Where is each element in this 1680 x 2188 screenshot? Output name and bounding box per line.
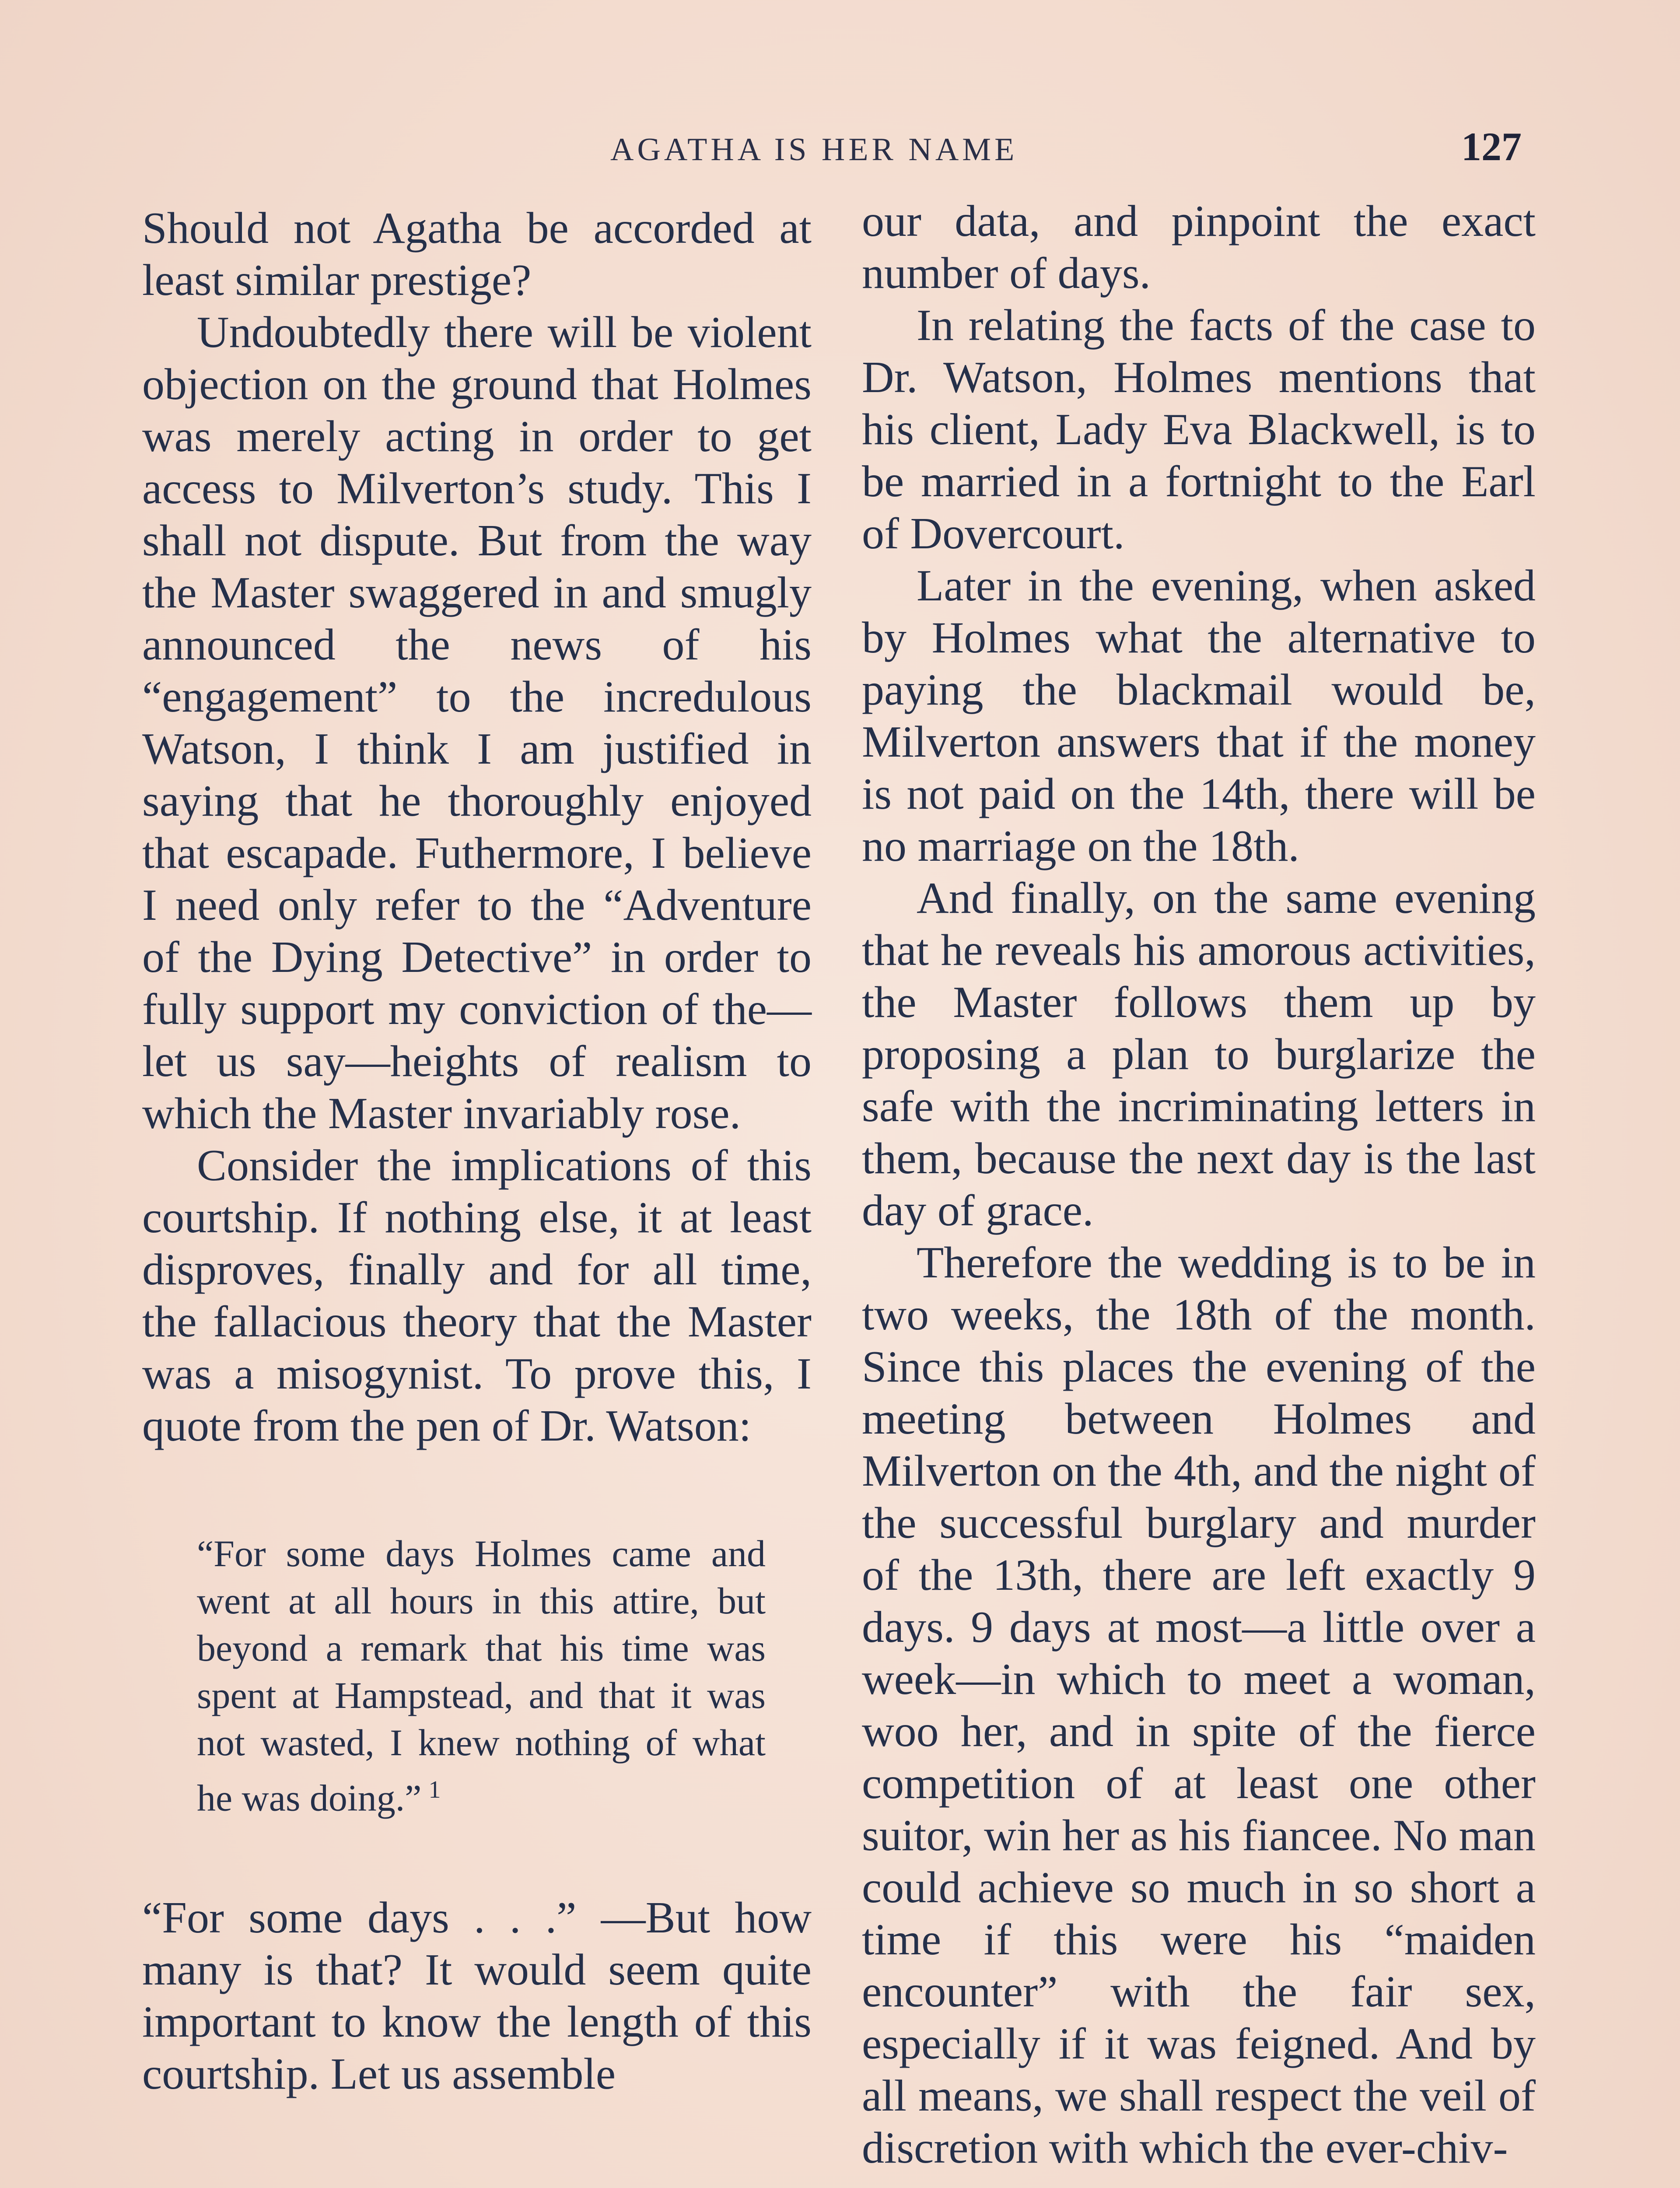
block-quote	[197, 1530, 766, 1822]
left-paragraph-4: “For some days . . .” —But how many is that? It would seem quite important to know the length of this courtship. Let us assemble	[142, 1893, 812, 2099]
page-number: 127	[1461, 124, 1522, 169]
footnote-reference: 1	[428, 1776, 441, 1803]
running-head: AGATHA IS HER NAME	[610, 132, 1018, 168]
right-paragraph-2: In relating the facts of the case to Dr. Watson, Holmes mentions that his client, Lady Eva Blackwell, is to be married in a fortnight to the Earl of Dovercourt.	[862, 301, 1536, 558]
block-quote-text: “For some days Holmes came and went at all hours in this attire, but beyond a remark that his time was spent at Hampstead, and that it was not wasted, I knew nothing of what he was doing.”	[197, 1532, 766, 1819]
right-paragraph-5: Therefore the wedding is to be in two weeks, the 18th of the month. Since this places the evening of the meeting between Holmes and Milverton on the 4th, and the night of the successful burglary and murder of the 13th, there are left exactly 9 days. 9 days at most—a little over a week—in which to meet a woman, woo her, and in spite of the fierce competition of at least one other suitor, win her as his fiancee. No man could achieve so much in so short a time if this were his “maiden encounter” with the fair sex, especially if it was feigned. And by all means, we shall respect the veil of discretion with which the ever-chiv-	[862, 1238, 1536, 2173]
right-paragraph-4: And finally, on the same evening that he reveals his amorous activities, the Master follows them up by proposing a plan to burglarize the safe with the incriminating letters in them, because the next day is the last day of grace.	[862, 873, 1536, 1235]
left-paragraph-1: Should not Agatha be accorded at least similar prestige?	[142, 203, 812, 305]
left-paragraph-2: Undoubtedly there will be violent objection on the ground that Holmes was merely acting in order to get access to Milverton’s study. This I shall not dispute. But from the way the Master swaggered in and smugly announced the news of his “engagement” to the incredulous Watson, I think I am justified in saying that he thoroughly enjoyed that escapade. Futhermore, I believe I need only refer to the “Adventure of the Dying Detective” in order to fully support my conviction of the—let us say—heights of realism to which the Master invariably rose.	[142, 308, 812, 1138]
left-column	[142, 202, 812, 2100]
left-paragraph-3: Consider the implications of this courtship. If nothing else, it at least disproves, finally and for all time, the fallacious theory that the Master was a misogynist. To prove this, I quote from the pen of Dr. Watson:	[142, 1141, 812, 1451]
right-paragraph-3: Later in the evening, when asked by Holmes what the alternative to paying the blackmail would be, Milverton answers that if the money is not paid on the 14th, there will be no marriage on the 18th.	[862, 561, 1536, 871]
right-column	[862, 195, 1536, 2174]
right-paragraph-1: our data, and pinpoint the exact number of days.	[862, 196, 1536, 298]
